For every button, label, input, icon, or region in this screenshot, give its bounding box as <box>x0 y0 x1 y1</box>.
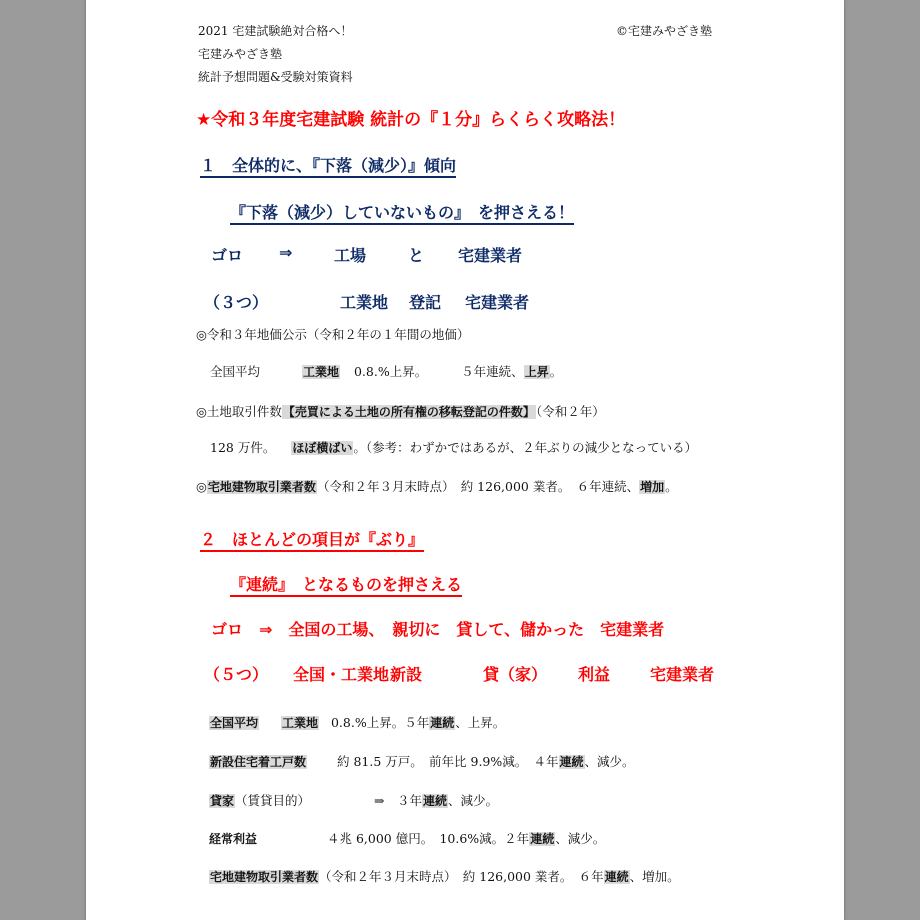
section2-heading <box>200 527 424 550</box>
section1-goro-word1: 工場 <box>334 246 367 265</box>
section1-heading <box>200 153 456 176</box>
item3-value: 128 万件。 <box>210 440 276 455</box>
row3-streak: 連続 <box>422 794 447 808</box>
section2-row-1 <box>209 713 505 731</box>
row3-label-note: （賃貸目的） <box>235 793 311 808</box>
section1-subheading-text: 『下落（減少）していないもの』 を押さえる！ <box>230 203 574 225</box>
section1-heading-text: １ 全体的に、『下落（減少）』傾向 <box>200 156 456 178</box>
section2-key4: 利益 <box>578 665 611 684</box>
item2-year: （令和２年） <box>535 404 605 419</box>
row2-label: 新設住宅着工戸数 <box>210 755 307 769</box>
section2-subheading <box>230 572 462 595</box>
section1-item3-row <box>210 438 697 456</box>
row4-label: 経常利益 <box>209 832 258 846</box>
section2-goro-line: ゴロ ⇒ 全国の工場、 親切に 貸して、儲かった 宅建業者 <box>211 620 665 639</box>
section1-goro-arrow: ⇒ <box>279 243 293 262</box>
section1-item1-row <box>210 362 562 380</box>
section2-heading-text: ２ ほとんどの項目が『ぶり』 <box>200 530 424 552</box>
section1-goro-and: と <box>408 246 425 265</box>
item3-note: 。（参考：わずかではあるが、２年ぶりの減少となっている） <box>353 440 698 455</box>
row1-detail: 0.8.%上昇。５年 <box>330 715 430 730</box>
section1-key1: 工業地 <box>340 293 389 312</box>
section1-key2: 登記 <box>409 293 442 312</box>
header-copyright: ©宅建みやざき塾 <box>616 24 713 38</box>
row2-detail: 約 81.5 万戸。 前年比 9.9%減。 ４年 <box>336 754 559 769</box>
section1-item4-row <box>196 477 678 495</box>
section1-count: （３つ） <box>204 293 269 312</box>
item1-period: 。 <box>549 364 563 379</box>
item2-label: ◎土地取引件数 <box>196 404 282 419</box>
row5-direction: 、増加。 <box>629 869 680 884</box>
item1-land-type: 工業地 <box>302 365 339 379</box>
header-line1: 2021 宅建試験絶対合格へ！ <box>198 24 353 38</box>
row1-land-type: 工業地 <box>281 716 318 730</box>
header-line2: 宅建みやざき塾 <box>198 47 283 61</box>
row4-streak: 連続 <box>530 832 555 846</box>
row1-streak: 連続 <box>430 716 455 730</box>
row2-direction: 、減少。 <box>584 754 635 769</box>
item4-period: 。 <box>665 479 678 494</box>
row4-detail: ４兆 6,000 億円。 10.6%減。２年 <box>326 831 530 846</box>
section1-key3: 宅建業者 <box>465 293 530 312</box>
section2-key1: 全国・工業地 <box>293 665 390 684</box>
row3-direction: 、減少。 <box>448 793 499 808</box>
section1-item1-title: ◎令和３年地価公示（令和２年の１年間の地価） <box>196 327 470 342</box>
section2-row-5 <box>209 867 680 885</box>
item1-region: 全国平均 <box>210 364 261 379</box>
row3-label: 貸家 <box>210 794 235 808</box>
section2-key3: 貸（家） <box>483 665 548 684</box>
row1-label: 全国平均 <box>210 716 259 730</box>
row5-label: 宅地建物取引業者数 <box>210 870 319 884</box>
item1-direction: 上昇 <box>524 365 549 379</box>
page-title: ★令和３年度宅建試験 統計の『１分』らくらく攻略法！ <box>196 110 626 130</box>
row5-streak: 連続 <box>604 870 629 884</box>
document-page <box>86 0 844 920</box>
item4-mark: ◎ <box>196 479 207 494</box>
item1-streak: ５年連続、 <box>461 364 524 379</box>
section2-row-2 <box>209 752 635 770</box>
item1-change: 0.8.%上昇。 <box>353 364 428 379</box>
section1-goro-label: ゴロ <box>211 246 244 265</box>
section2-subheading-text: 『連続』 となるものを押さえる <box>230 575 462 597</box>
row3-detail: ⇒ ３年 <box>374 793 422 808</box>
header-line3: 統計予想問題&受験対策資料 <box>198 70 353 84</box>
item4-label: 宅地建物取引業者数 <box>207 480 316 494</box>
section2-row-4 <box>209 829 605 847</box>
section2-key5: 宅建業者 <box>650 665 715 684</box>
item4-detail: （令和２年３月末時点） 約 126,000 業者。 ６年連続、 <box>316 479 640 494</box>
row1-direction: 、上昇。 <box>455 715 506 730</box>
row4-direction: 、減少。 <box>555 831 606 846</box>
item3-trend: ほぼ横ばい <box>292 441 353 455</box>
item4-direction: 増加 <box>640 480 665 494</box>
section2-count: （５つ） <box>204 665 269 684</box>
row5-detail: （令和２年３月末時点） 約 126,000 業者。 ６年 <box>319 869 604 884</box>
section2-row-3 <box>209 791 498 809</box>
section1-goro-word2: 宅建業者 <box>458 246 523 265</box>
row2-streak: 連続 <box>559 755 584 769</box>
section1-item2-row <box>196 402 605 420</box>
section1-subheading <box>230 200 574 223</box>
section2-key2: 新設 <box>390 665 423 684</box>
item2-detail: 【売買による土地の所有権の移転登記の件数】 <box>282 405 535 419</box>
